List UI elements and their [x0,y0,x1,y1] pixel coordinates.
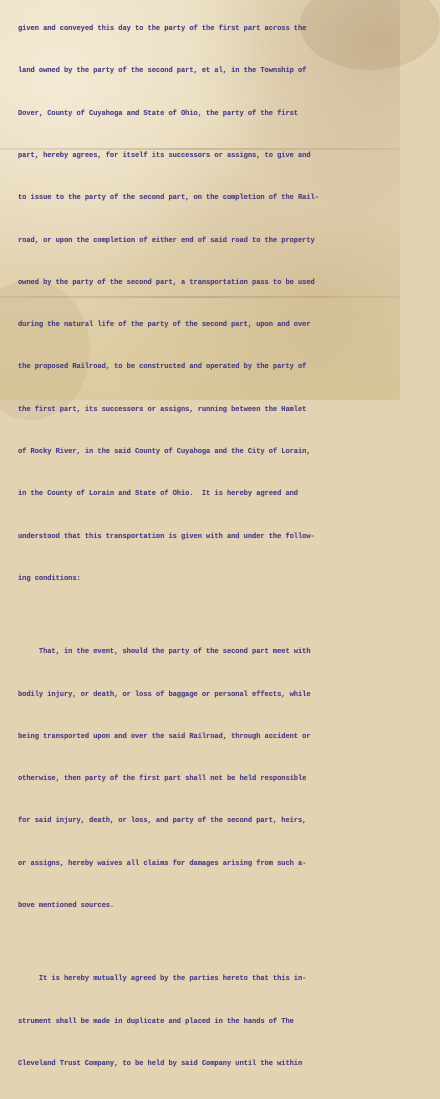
text-line: understood that this transportation is given with and under the follow- [18,532,315,541]
paragraph-gap [18,941,384,944]
text-line: strument shall be made in duplicate and placed in the hands of The [18,1017,294,1026]
text-line: given and conveyed this day to the party of the first part across the [18,25,307,34]
paragraph-gap [18,614,384,617]
text-line: to issue to the party of the second part, on the completion of the Rail- [18,194,319,203]
text-line: It is hereby mutually agreed by the parties hereto that this in- [18,975,307,984]
text-line: the first part, its successors or assigns, running between the Hamlet [18,405,307,414]
text-line: of Rocky River, in the said County of Cuyahoga and the City of Lorain, [18,448,311,456]
text-line: or assigns, hereby waives all claims for damages arising from such a- [18,859,307,868]
text-line: part, hereby agrees, for itself its successors or assigns, to give and [18,152,311,161]
text-line: being transported upon and over the said Railroad, through accident or [18,732,311,741]
text-line: road, or upon the completion of either end of said road to the property [18,236,315,245]
text-line: bove mentioned sources. [18,902,115,910]
text-line: for said injury, death, or loss, and party of the second part, heirs, [18,817,307,826]
text-line: owned by the party of the second part, a transportation pass to be used [18,278,315,287]
text-line: Cleveland Trust Company, to be held by said Company until the within [18,1060,303,1069]
text-line: bodily injury, or death, or loss of baggage or personal effects, while [18,690,311,699]
text-line: Dover, County of Cuyahoga and State of Ohio, the party of the first [18,109,298,118]
text-line: the proposed Railroad, to be constructed and operated by the party of [18,363,307,372]
text-line: ing conditions: [18,574,81,583]
text-line: in the County of Lorain and State of Ohio. It is hereby agreed and [18,490,298,499]
text-line: during the natural life of the party of the second part, upon and over [18,321,311,330]
text-line: land owned by the party of the second part, et al, in the Township of [18,67,307,76]
text-line: That, in the event, should the party of the second part meet with [18,648,311,657]
text-line: otherwise, then party of the first part shall not be held responsible [18,775,307,784]
